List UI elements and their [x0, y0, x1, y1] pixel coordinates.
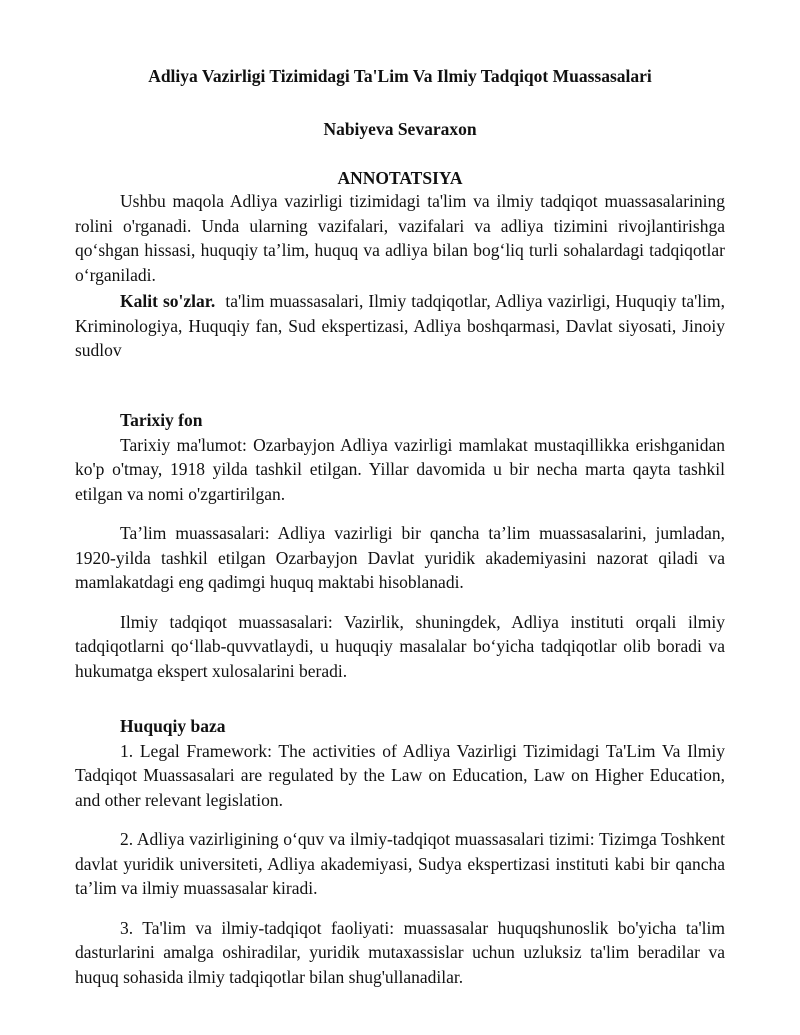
author-name: Nabiyeva Sevaraxon	[323, 119, 477, 139]
history-paragraph-2: Ta’lim muassasalari: Adliya vazirligi bir qancha ta’lim muassasalarini, jumladan, 1920-yilda tashkil etilgan Ozarbayjon Davlat yuridik akademiyasini nazorat qiladi va mamlakatdagi eng qadimgi huquq maktabi hisoblanadi.	[75, 523, 725, 592]
section-heading-history: Tarixiy fon	[120, 410, 203, 430]
annotation-block	[75, 189, 725, 363]
section-history	[75, 408, 725, 683]
annotation-paragraph: Ushbu maqola Adliya vazirligi tizimidagi ta'lim va ilmiy tadqiqot muassasalarining rolini o'rganadi. Unda ularning vazifalari, vazifalari va adliya tizimini rivojlantirishga qo‘shgan hissasi, huquqiy ta’lim, huquq va adliya bilan bog‘liq turli sohalardagi tadqiqotlar o‘rganiladi.	[75, 191, 725, 285]
keywords-text: ta'lim muassasalari, Ilmiy tadqiqotlar, Adliya vazirligi, Huquqiy ta'lim, Kriminologiya, Huquqiy fan, Sud ekspertizasi, Adliya boshqarmasi, Davlat siyosati, Jinoiy sudlov	[75, 291, 726, 360]
annotation-heading: ANNOTATSIYA	[337, 168, 463, 188]
legal-paragraph-2: 2. Adliya vazirligining o‘quv va ilmiy-tadqiqot muassasalari tizimi: Tizimga Toshkent davlat yuridik universiteti, Adliya akademiyasi, Sudya ekspertizasi instituti kabi bir qancha ta’lim va ilmiy muassasalar kiradi.	[75, 829, 725, 898]
history-paragraph-1: Tarixiy ma'lumot: Ozarbayjon Adliya vazirligi mamlakat mustaqillikka erishganidan ko'p o'tmay, 1918 yilda tashkil etilgan. Yillar davomida u bir necha marta qayta tashkil etilgan va nomi o'zgartirilgan.	[75, 434, 725, 504]
document-title: Adliya Vazirligi Tizimidagi Ta'Lim Va Ilmiy Tadqiqot Muassasalari	[148, 66, 652, 86]
history-paragraph-3: Ilmiy tadqiqot muassasalari: Vazirlik, shuningdek, Adliya instituti orqali ilmiy tadqiqotlarni qo‘llab-quvvatlaydi, u huquqiy masalalar bo‘yicha tadqiqotlar olib boradi va hukumatga ekspert xulosalarini beradi.	[75, 611, 725, 681]
section-legal-base	[75, 714, 725, 989]
legal-paragraph-3: 3. Ta'lim va ilmiy-tadqiqot faoliyati: muassasalar huquqshunoslik bo'yicha ta'lim dasturlarini amalga oshiradilar, yuridik mutaxassislar uchun uzluksiz ta'lim beradilar va huquq sohasida ilmiy tadqiqotlar bilan shug'ullanadilar.	[75, 917, 725, 987]
section-heading-legal-base: Huquqiy baza	[120, 716, 226, 736]
keywords-label: Kalit so'zlar.	[120, 291, 216, 311]
legal-paragraph-1: 1. Legal Framework: The activities of Adliya Vazirligi Tizimidagi Ta'Lim Va Ilmiy Tadqiqot Muassasalari are regulated by the Law on Education, Law on Higher Education, and other relevant legislation.	[75, 740, 725, 810]
keywords-paragraph	[75, 289, 725, 363]
